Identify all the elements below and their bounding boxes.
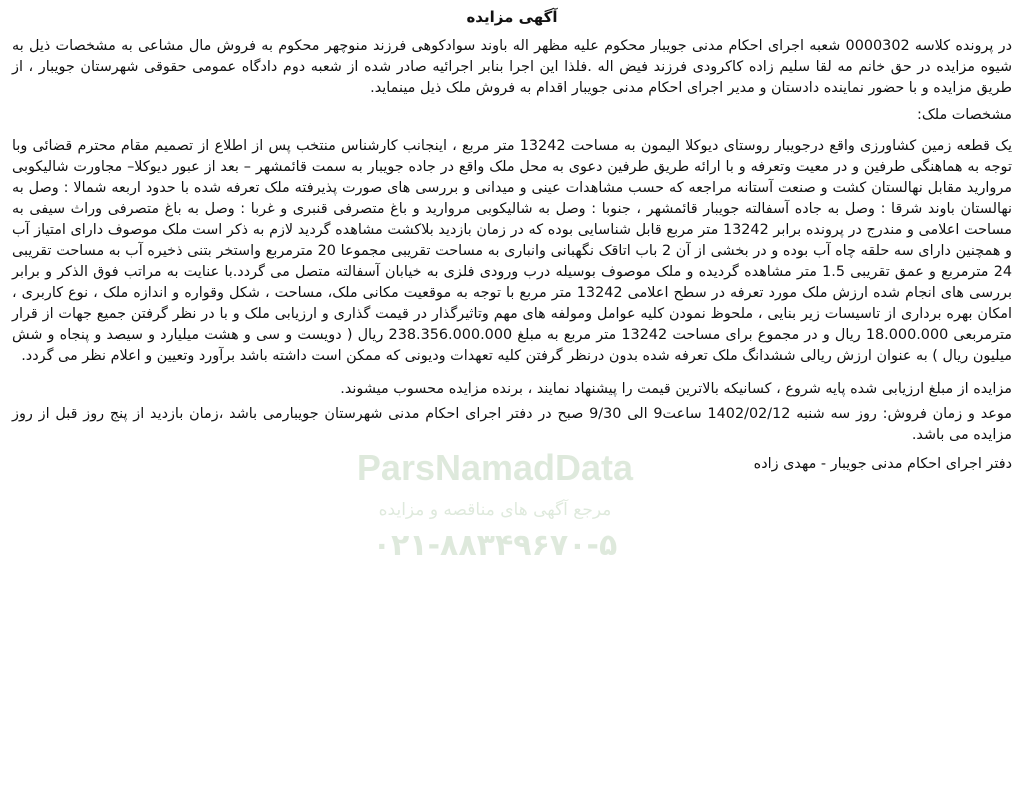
- property-specs-heading: مشخصات ملک:: [916, 107, 1012, 123]
- auction-rule-paragraph: مزایده از مبلغ ارزیابی شده پایه شروع ، کسانیکه بالاترین قیمت را پیشنهاد نمایند ، برنده مزایده محسوب میشوند.: [340, 381, 1012, 397]
- intro-paragraph: در پرونده کلاسه 0000302 شعبه اجرای احکام مدنی جویبار محکوم علیه مظهر اله باوند سوادکوهی فرزند منوچهر محکوم به فروش مال مشاعی به مشخصات ذیل به شیوه مزایده در حق خانم مه لقا سلیم زاده کاکرودی فرزند فیض اله .فلذا این اجرا بنابر اجرائیه صادر شده از شعبه دوم دادگاه عمومی حقوقی شهرستان جویبار ، از طریق مزایده و با حضور نماینده دادستان و مدیر اجرای احکام مدنی جویبار اقدام به فروش ملک ذیل مینماید.: [12, 38, 1012, 96]
- property-specs-paragraph: یک قطعه زمین کشاورزی واقع درجویبار روستای دیوکلا الیمون به مساحت 13242 متر مربع ، اینجانب کارشناس منتخب پس از اطلاع از تصمیم مقام محترم قضائی وبا توجه به هماهنگی طرفین و در معیت وتعرفه و با ارائه طریق طرفین دعوی به محل ملک واقع در جاده جویبار به سمت قائمشهر – بعد از عبور دیوکلا– مجاورت شالیکوبی مروارید مقابل نهالستان کشت و صنعت آستانه مراجعه که حسب مشاهدات عینی و میدانی و بررسی های صورت پذیرفته ملک تعرفه شده با حدود اربعه شمالا : وصل به نهالستان باوند شرقا : وصل به جاده آسفالته جویبار قائمشهر ، جنوبا : وصل به شالیکوبی مروارید و باغ متصرفی قنبری و غربا : وصل به باغ متصرفی وراث سیفی به مساحت اعلامی و مندرج در پرونده برابر 13242 متر مربع قابل شناسایی بوده که در زمان بازدید بلاکشت مشاهده گردید لازم به ذکر است ملک موصوف دارای امتیاز آب و همچنین دارای سه حلقه چاه آب بوده و در بخشی از آن 2 باب اتاقک نگهبانی وانباری به مساحت تقریبی مجموعا 20 مترمربع واستخر بتنی ذخیره آب به مساحت تقریبی 24 مترمربع و عمق تقریبی 1.5 متر مشاهده گردیده و ملک موصوف بوسیله درب ورودی فلزی به خیابان آسفالته متصل می گردد.با عنایت به مراتب فوق الذکر و برابر بررسی های انجام شده ارزش ملک مورد تعرفه در سطح اعلامی 13242 متر مربع با توجه به موقعیت مکانی ملک، مساحت ، شکل وقواره و اندازه ملک ، نوع کاربری ، امکان بهره برداری از تاسیسات زیر بنایی ، ملحوظ نمودن کلیه عوامل ومولفه های مهم وتاثیرگذار در قیمت گذاری و ارزیابی ملک و با در نظر گرفتن جمیع جهات از قرار مترمربعی 18.000.000 ریال و در مجموع برای مساحت 13242 متر مربع به مبلغ 238.356.000.000 ریال ( دویست و سی و هشت میلیارد و سیصد و پنجاه و شش میلیون ریال ) به عنوان ارزش ریالی ششدانگ ملک تعرفه شده بدون درنظر گرفتن کلیه تعهدات ودیونی که ممکن است داشته باشد برآورد وتعیین و اعلام نظر می گردد.: [12, 138, 1013, 364]
- watermark-brand-text: ParsNamadData: [356, 447, 634, 488]
- auction-time-paragraph: موعد و زمان فروش: روز سه شنبه 1402/02/12 ساعت9 الی 9/30 صبح در دفتر اجرای احکام مدنی شهرستان جویبارمی باشد ،زمان بازدید از پنج روز قبل از روز مزایده می باشد.: [12, 406, 1013, 443]
- signature-line: دفتر اجرای احکام مدنی جویبار - مهدی زاده: [753, 456, 1012, 472]
- watermark-tagline-text: مرجع آگهی های مناقصه و مزایده: [378, 500, 612, 520]
- notice-title: آگهی مزایده: [466, 8, 558, 26]
- watermark-phone-text: ۰۲۱-۸۸۳۴۹۶۷۰-۵: [372, 528, 618, 563]
